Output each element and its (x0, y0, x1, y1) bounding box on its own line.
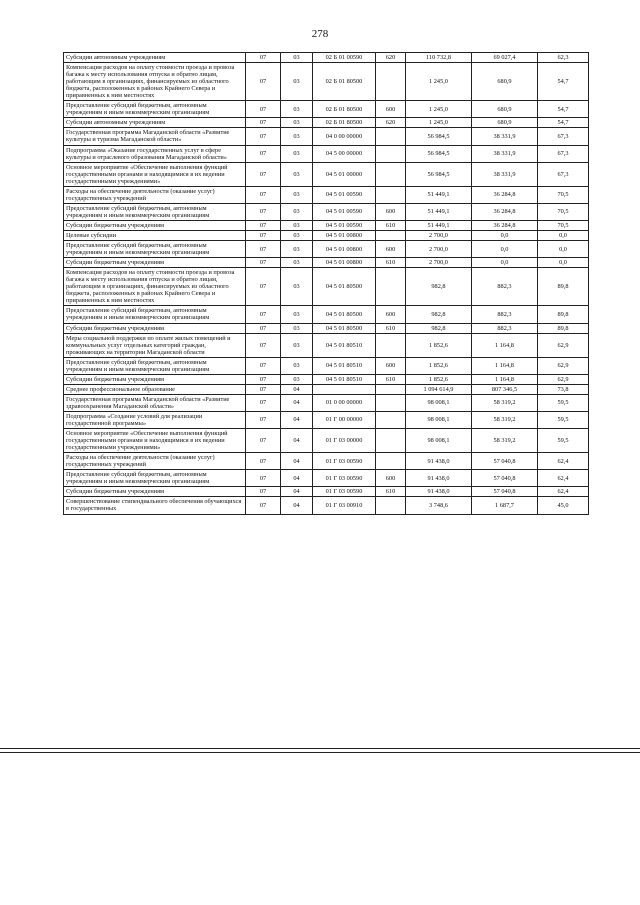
cell-target-article: 02 Б 01 00590 (313, 53, 376, 63)
cell-planned: 98 008,1 (406, 429, 472, 453)
cell-percent: 67,3 (538, 162, 589, 186)
table-row (64, 306, 589, 323)
cell-executed: 36 284,8 (472, 203, 538, 220)
cell-section: 07 (246, 453, 281, 470)
cell-subsection: 03 (281, 323, 313, 333)
cell-target-article: 04 5 01 80500 (313, 306, 376, 323)
cell-section: 07 (246, 230, 281, 240)
cell-executed: 882,3 (472, 306, 538, 323)
table-row (64, 374, 589, 384)
table-row (64, 497, 589, 514)
cell-name: Государственная программа Магаданской области «Развитие культуры и туризма Магаданской области» (64, 128, 246, 145)
cell-expense-type (376, 411, 406, 428)
cell-percent: 67,3 (538, 145, 589, 162)
cell-percent: 54,7 (538, 101, 589, 118)
cell-section: 07 (246, 333, 281, 357)
cell-expense-type (376, 453, 406, 470)
cell-name: Предоставление субсидий бюджетным, автономным учреждениям и иным некоммерческим организациям (64, 306, 246, 323)
cell-executed: 38 331,9 (472, 128, 538, 145)
cell-subsection: 04 (281, 487, 313, 497)
cell-target-article: 01 0 00 00000 (313, 394, 376, 411)
table-row (64, 394, 589, 411)
cell-executed: 1 164,8 (472, 333, 538, 357)
cell-expense-type: 600 (376, 203, 406, 220)
cell-expense-type (376, 394, 406, 411)
cell-target-article: 01 Г 03 00590 (313, 470, 376, 487)
cell-subsection: 03 (281, 241, 313, 258)
table-row (64, 487, 589, 497)
cell-percent: 89,8 (538, 306, 589, 323)
cell-executed: 38 331,9 (472, 162, 538, 186)
cell-target-article: 04 5 01 00590 (313, 220, 376, 230)
cell-name: Субсидии бюджетным учреждениям (64, 487, 246, 497)
cell-target-article: 04 5 01 00800 (313, 241, 376, 258)
cell-section: 07 (246, 268, 281, 306)
cell-executed: 58 319,2 (472, 411, 538, 428)
cell-name: Основное мероприятие «Обеспечение выполнения функций государственными органами и находящимися в их ведении государственными учреждениями» (64, 162, 246, 186)
cell-planned: 91 438,0 (406, 470, 472, 487)
cell-expense-type (376, 128, 406, 145)
cell-percent: 62,4 (538, 453, 589, 470)
cell-percent: 62,4 (538, 470, 589, 487)
cell-planned: 110 732,8 (406, 53, 472, 63)
table-row (64, 241, 589, 258)
cell-expense-type: 600 (376, 306, 406, 323)
cell-executed: 57 040,8 (472, 470, 538, 487)
cell-percent: 73,8 (538, 384, 589, 394)
cell-subsection: 03 (281, 230, 313, 240)
cell-name: Субсидии бюджетным учреждениям (64, 258, 246, 268)
table-row (64, 470, 589, 487)
cell-executed: 0,0 (472, 230, 538, 240)
cell-subsection: 03 (281, 128, 313, 145)
cell-planned: 56 984,5 (406, 162, 472, 186)
cell-executed: 0,0 (472, 241, 538, 258)
table-row (64, 429, 589, 453)
cell-section: 07 (246, 53, 281, 63)
cell-percent: 70,5 (538, 186, 589, 203)
cell-subsection: 03 (281, 53, 313, 63)
cell-section: 07 (246, 394, 281, 411)
cell-percent: 62,4 (538, 487, 589, 497)
cell-name: Субсидии бюджетным учреждениям (64, 323, 246, 333)
cell-expense-type: 610 (376, 374, 406, 384)
cell-section: 07 (246, 384, 281, 394)
cell-planned: 1 094 614,9 (406, 384, 472, 394)
cell-planned: 1 852,6 (406, 357, 472, 374)
cell-section: 07 (246, 497, 281, 514)
budget-table (63, 52, 589, 515)
cell-target-article: 04 5 01 80500 (313, 268, 376, 306)
table-row (64, 384, 589, 394)
cell-section: 07 (246, 374, 281, 384)
cell-expense-type: 610 (376, 487, 406, 497)
cell-planned: 56 984,5 (406, 128, 472, 145)
cell-executed: 58 319,2 (472, 394, 538, 411)
cell-target-article: 01 Г 03 00910 (313, 497, 376, 514)
cell-executed: 1 164,8 (472, 357, 538, 374)
cell-target-article (313, 384, 376, 394)
cell-name: Предоставление субсидий бюджетным, автономным учреждениям и иным некоммерческим организациям (64, 470, 246, 487)
cell-expense-type (376, 429, 406, 453)
cell-planned: 3 748,6 (406, 497, 472, 514)
table-row (64, 162, 589, 186)
cell-expense-type: 600 (376, 241, 406, 258)
cell-subsection: 03 (281, 258, 313, 268)
cell-section: 07 (246, 220, 281, 230)
table-row (64, 258, 589, 268)
cell-executed: 882,3 (472, 268, 538, 306)
cell-executed: 36 284,8 (472, 220, 538, 230)
cell-expense-type: 610 (376, 258, 406, 268)
cell-executed: 680,9 (472, 118, 538, 128)
cell-section: 07 (246, 258, 281, 268)
table-row (64, 453, 589, 470)
cell-section: 07 (246, 145, 281, 162)
cell-target-article: 04 5 01 00000 (313, 162, 376, 186)
cell-subsection: 03 (281, 203, 313, 220)
table-row (64, 357, 589, 374)
cell-planned: 2 700,0 (406, 258, 472, 268)
cell-subsection: 03 (281, 162, 313, 186)
cell-percent: 45,0 (538, 497, 589, 514)
cell-percent: 62,9 (538, 374, 589, 384)
footer-rule-thin (0, 752, 640, 753)
cell-name: Компенсация расходов на оплату стоимости проезда и провоза багажа к месту использования отпуска и обратно лицам, работающим в организациях, финансируемых из областного бюджета, расположенных в районах Крайнего Севера и приравненных к ним местностях (64, 63, 246, 101)
cell-planned: 982,8 (406, 306, 472, 323)
cell-percent: 62,3 (538, 53, 589, 63)
cell-percent: 67,3 (538, 128, 589, 145)
cell-target-article: 01 Г 03 00590 (313, 453, 376, 470)
cell-target-article: 04 5 01 00590 (313, 203, 376, 220)
cell-subsection: 04 (281, 411, 313, 428)
cell-percent: 70,5 (538, 203, 589, 220)
cell-target-article: 02 Б 01 80500 (313, 101, 376, 118)
cell-planned: 1 245,0 (406, 118, 472, 128)
cell-executed: 57 040,8 (472, 453, 538, 470)
cell-planned: 982,8 (406, 323, 472, 333)
cell-target-article: 04 5 01 00590 (313, 186, 376, 203)
cell-target-article: 04 5 01 80510 (313, 333, 376, 357)
cell-name: Предоставление субсидий бюджетным, автономным учреждениям и иным некоммерческим организациям (64, 241, 246, 258)
cell-executed: 1 687,7 (472, 497, 538, 514)
cell-target-article: 04 5 01 00800 (313, 258, 376, 268)
cell-target-article: 04 0 00 00000 (313, 128, 376, 145)
cell-executed: 0,0 (472, 258, 538, 268)
cell-percent: 59,5 (538, 429, 589, 453)
cell-percent: 0,0 (538, 258, 589, 268)
cell-subsection: 03 (281, 306, 313, 323)
cell-name: Расходы на обеспечение деятельности (оказание услуг) государственных учреждений (64, 186, 246, 203)
table-row (64, 203, 589, 220)
cell-target-article: 01 Г 03 00000 (313, 429, 376, 453)
cell-section: 07 (246, 63, 281, 101)
table-row (64, 128, 589, 145)
cell-planned: 98 008,1 (406, 394, 472, 411)
cell-section: 07 (246, 241, 281, 258)
cell-planned: 2 700,0 (406, 241, 472, 258)
cell-executed: 57 040,8 (472, 487, 538, 497)
cell-expense-type: 600 (376, 101, 406, 118)
cell-subsection: 04 (281, 394, 313, 411)
table-row (64, 268, 589, 306)
cell-target-article: 02 Б 01 80500 (313, 63, 376, 101)
cell-subsection: 03 (281, 357, 313, 374)
cell-expense-type (376, 268, 406, 306)
cell-section: 07 (246, 411, 281, 428)
table-row (64, 186, 589, 203)
cell-name: Предоставление субсидий бюджетным, автономным учреждениям и иным некоммерческим организациям (64, 101, 246, 118)
cell-section: 07 (246, 118, 281, 128)
cell-percent: 59,5 (538, 394, 589, 411)
cell-executed: 1 164,8 (472, 374, 538, 384)
cell-expense-type (376, 162, 406, 186)
cell-name: Субсидии бюджетным учреждениям (64, 374, 246, 384)
cell-subsection: 03 (281, 118, 313, 128)
cell-percent: 54,7 (538, 63, 589, 101)
cell-executed: 58 319,2 (472, 429, 538, 453)
cell-planned: 91 438,0 (406, 453, 472, 470)
table-row (64, 411, 589, 428)
cell-planned: 91 438,0 (406, 487, 472, 497)
cell-percent: 0,0 (538, 241, 589, 258)
cell-section: 07 (246, 470, 281, 487)
cell-name: Подпрограмма «Создание условий для реализации государственной программы» (64, 411, 246, 428)
table-row (64, 101, 589, 118)
cell-planned: 56 984,5 (406, 145, 472, 162)
cell-name: Основное мероприятие «Обеспечение выполнения функций государственными органами и находящимися в их ведении государственными учреждениями» (64, 429, 246, 453)
cell-section: 07 (246, 487, 281, 497)
cell-name: Подпрограмма «Оказание государственных услуг в сфере культуры и отраслевого образования Магаданской области» (64, 145, 246, 162)
cell-name: Предоставление субсидий бюджетным, автономным учреждениям и иным некоммерческим организациям (64, 203, 246, 220)
cell-expense-type: 610 (376, 220, 406, 230)
cell-target-article: 04 5 01 00800 (313, 230, 376, 240)
cell-subsection: 03 (281, 220, 313, 230)
cell-percent: 70,5 (538, 220, 589, 230)
cell-target-article: 04 5 01 80500 (313, 323, 376, 333)
cell-planned: 982,8 (406, 268, 472, 306)
cell-executed: 680,9 (472, 101, 538, 118)
cell-name: Совершенствование стипендиального обеспечения обучающихся в государственных (64, 497, 246, 514)
cell-executed: 69 027,4 (472, 53, 538, 63)
cell-planned: 51 449,1 (406, 203, 472, 220)
cell-subsection: 03 (281, 145, 313, 162)
cell-subsection: 04 (281, 497, 313, 514)
cell-percent: 54,7 (538, 118, 589, 128)
cell-executed: 36 284,8 (472, 186, 538, 203)
cell-name: Меры социальной поддержки по оплате жилых помещений и коммунальных услуг отдельных категорий граждан, проживающих на территории Магаданской области (64, 333, 246, 357)
cell-expense-type: 620 (376, 53, 406, 63)
cell-section: 07 (246, 162, 281, 186)
cell-name: Предоставление субсидий бюджетным, автономным учреждениям и иным некоммерческим организациям (64, 357, 246, 374)
cell-expense-type (376, 63, 406, 101)
table-row (64, 53, 589, 63)
cell-expense-type (376, 145, 406, 162)
cell-planned: 2 700,0 (406, 230, 472, 240)
cell-executed: 882,3 (472, 323, 538, 333)
cell-target-article: 04 5 01 80510 (313, 357, 376, 374)
cell-planned: 1 245,0 (406, 101, 472, 118)
cell-target-article: 04 5 01 80510 (313, 374, 376, 384)
page-number: 278 (311, 28, 329, 40)
cell-expense-type: 620 (376, 118, 406, 128)
cell-name: Субсидии автономным учреждениям (64, 53, 246, 63)
cell-percent: 59,5 (538, 411, 589, 428)
cell-subsection: 03 (281, 333, 313, 357)
cell-subsection: 03 (281, 268, 313, 306)
cell-subsection: 03 (281, 63, 313, 101)
cell-executed: 807 346,5 (472, 384, 538, 394)
cell-planned: 1 852,6 (406, 374, 472, 384)
cell-target-article: 02 Б 01 80500 (313, 118, 376, 128)
cell-subsection: 04 (281, 429, 313, 453)
cell-planned: 1 245,0 (406, 63, 472, 101)
cell-section: 07 (246, 306, 281, 323)
cell-name: Субсидии бюджетным учреждениям (64, 220, 246, 230)
cell-planned: 98 008,1 (406, 411, 472, 428)
table-row (64, 63, 589, 101)
cell-planned: 51 449,1 (406, 186, 472, 203)
cell-planned: 51 449,1 (406, 220, 472, 230)
cell-expense-type (376, 497, 406, 514)
table-row (64, 323, 589, 333)
cell-section: 07 (246, 323, 281, 333)
cell-expense-type (376, 384, 406, 394)
cell-percent: 89,8 (538, 323, 589, 333)
cell-expense-type (376, 230, 406, 240)
cell-name: Целевые субсидии (64, 230, 246, 240)
cell-percent: 89,8 (538, 268, 589, 306)
cell-subsection: 03 (281, 374, 313, 384)
cell-target-article: 04 5 00 00000 (313, 145, 376, 162)
cell-section: 07 (246, 357, 281, 374)
cell-expense-type (376, 333, 406, 357)
cell-percent: 62,9 (538, 333, 589, 357)
cell-expense-type (376, 186, 406, 203)
cell-name: Государственная программа Магаданской области «Развитие здравоохранения Магаданской области» (64, 394, 246, 411)
cell-section: 07 (246, 186, 281, 203)
cell-percent: 62,9 (538, 357, 589, 374)
cell-section: 07 (246, 203, 281, 220)
cell-target-article: 01 Г 03 00590 (313, 487, 376, 497)
footer-rule (0, 748, 640, 749)
cell-planned: 1 852,6 (406, 333, 472, 357)
cell-name: Компенсация расходов на оплату стоимости проезда и провоза багажа к месту использования отпуска и обратно лицам, работающим в организациях, финансируемых из областного бюджета, расположенных в районах Крайнего Севера и приравненных к ним местностях (64, 268, 246, 306)
cell-subsection: 04 (281, 384, 313, 394)
cell-expense-type: 600 (376, 470, 406, 487)
cell-name: Расходы на обеспечение деятельности (оказание услуг) государственных учреждений (64, 453, 246, 470)
cell-name: Субсидии автономным учреждениям (64, 118, 246, 128)
cell-subsection: 03 (281, 186, 313, 203)
cell-section: 07 (246, 101, 281, 118)
cell-executed: 680,9 (472, 63, 538, 101)
cell-section: 07 (246, 429, 281, 453)
cell-subsection: 04 (281, 470, 313, 487)
cell-name: Среднее профессиональное образование (64, 384, 246, 394)
cell-section: 07 (246, 128, 281, 145)
table-row (64, 145, 589, 162)
table-row (64, 118, 589, 128)
cell-percent: 0,0 (538, 230, 589, 240)
cell-subsection: 04 (281, 453, 313, 470)
cell-expense-type: 600 (376, 357, 406, 374)
cell-executed: 38 331,9 (472, 145, 538, 162)
table-row (64, 333, 589, 357)
table-row (64, 230, 589, 240)
cell-expense-type: 610 (376, 323, 406, 333)
cell-subsection: 03 (281, 101, 313, 118)
table-row (64, 220, 589, 230)
cell-target-article: 01 Г 00 00000 (313, 411, 376, 428)
